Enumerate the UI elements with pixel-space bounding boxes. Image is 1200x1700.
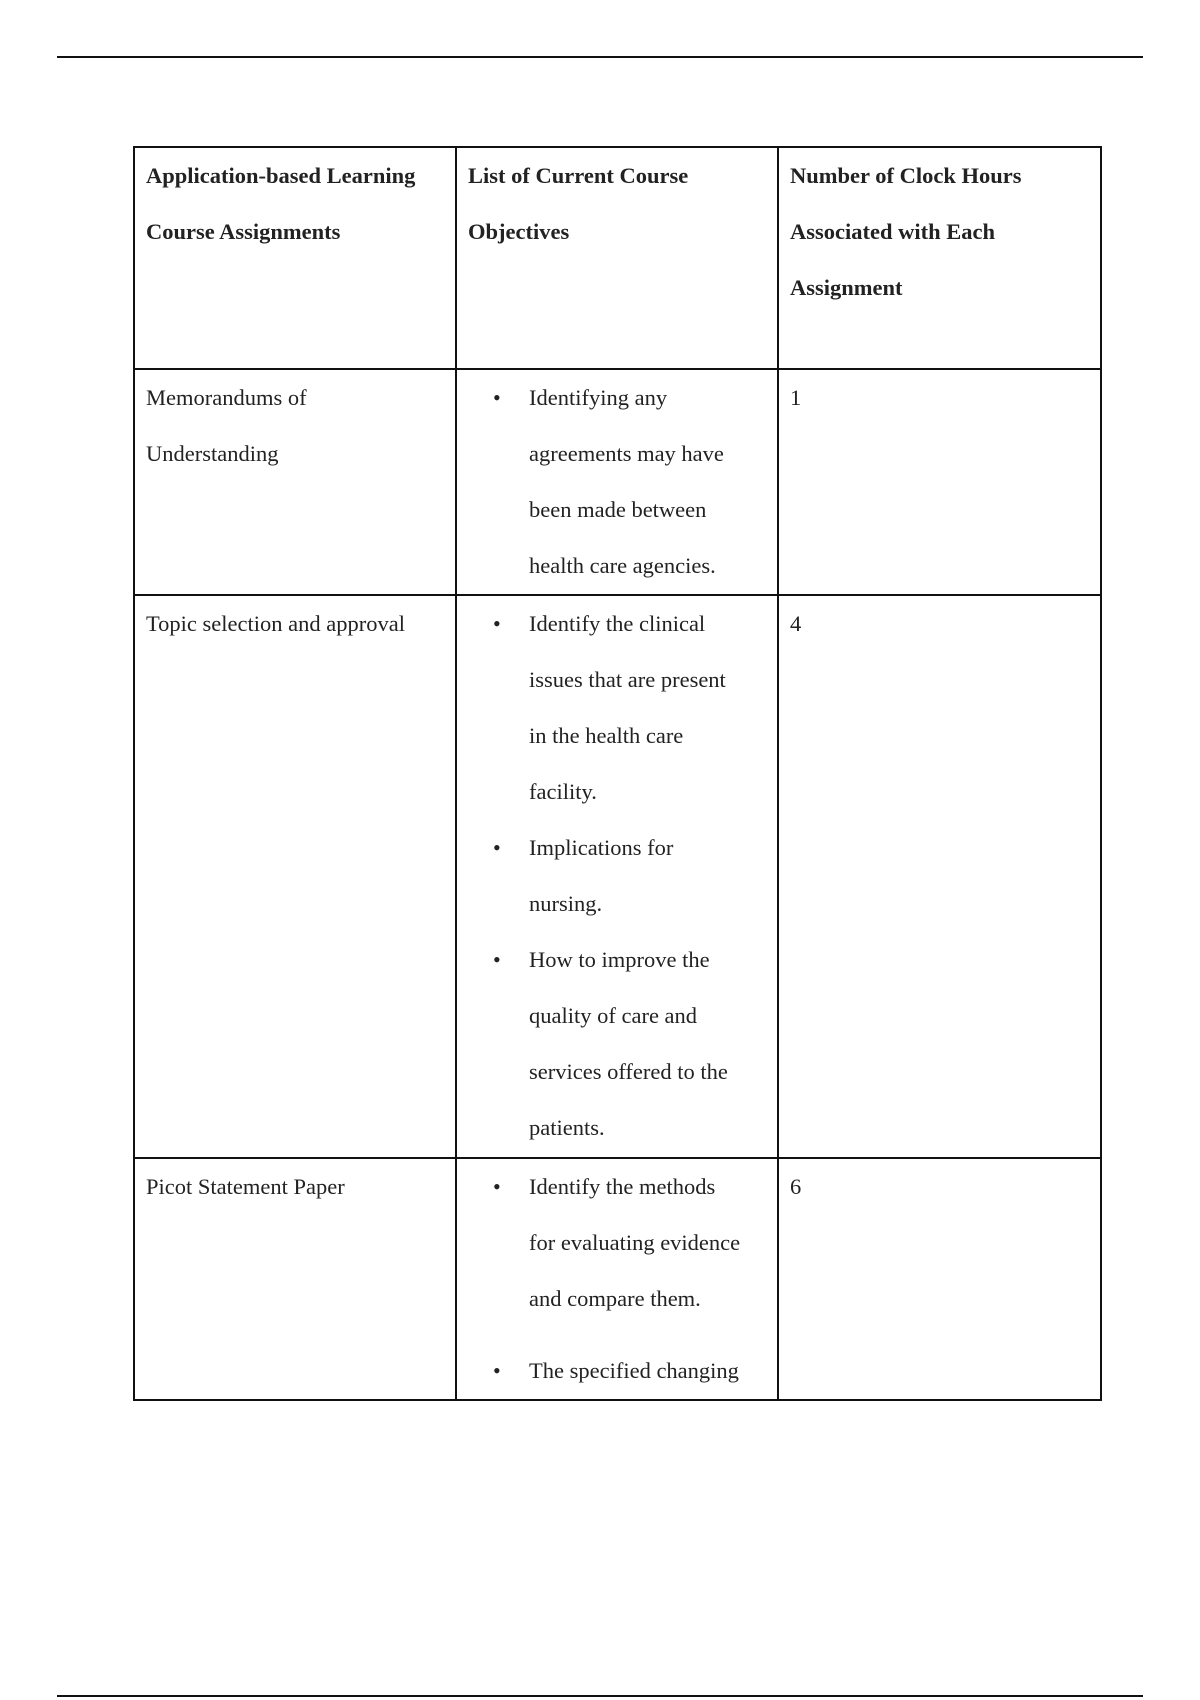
objective-line: facility.	[529, 779, 597, 804]
objective-line: • Identify the clinical	[529, 611, 706, 636]
objective-line: • Identify the methods	[529, 1174, 716, 1199]
objective-line: • How to improve the	[529, 947, 710, 972]
objective-line: services offered to the	[529, 1059, 728, 1084]
assignment-cell	[134, 369, 456, 595]
objective-line: • Implications for	[529, 835, 674, 860]
table-row	[134, 369, 1101, 595]
objective-item	[529, 370, 767, 594]
header-line: Course Assignments	[146, 219, 341, 244]
objective-line: been made between	[529, 497, 707, 522]
header-line: Assignment	[790, 275, 903, 300]
objective-line: and compare them.	[529, 1286, 701, 1311]
objective-item	[529, 1343, 767, 1399]
objective-line: agreements may have	[529, 441, 724, 466]
header-objectives	[456, 147, 778, 369]
table-row	[134, 595, 1101, 1158]
hours-cell: 4	[778, 595, 1101, 1158]
objectives-cell	[456, 595, 778, 1158]
assignment-line: Picot Statement Paper	[146, 1174, 345, 1199]
objectives-cell	[456, 1158, 778, 1400]
objectives-list	[468, 596, 767, 1156]
objective-item	[529, 932, 767, 1156]
assignment-line: Understanding	[146, 441, 279, 466]
objective-item	[529, 820, 767, 932]
table-row	[134, 1158, 1101, 1400]
objective-line: issues that are present	[529, 667, 726, 692]
objective-item	[529, 1159, 767, 1327]
objective-line: quality of care and	[529, 1003, 698, 1028]
assignment-cell	[134, 595, 456, 1158]
objective-line: for evaluating evidence	[529, 1230, 741, 1255]
header-assignments	[134, 147, 456, 369]
assignment-line: Memorandums of	[146, 385, 307, 410]
header-line: Application-based Learning	[146, 163, 416, 188]
header-line: Number of Clock Hours	[790, 163, 1022, 188]
hours-cell: 6	[778, 1158, 1101, 1400]
header-line: List of Current Course	[468, 163, 689, 188]
hours-cell: 1	[778, 369, 1101, 595]
objective-line: patients.	[529, 1115, 605, 1140]
header-line: Objectives	[468, 219, 570, 244]
top-rule	[57, 56, 1143, 58]
table-header-row	[134, 147, 1101, 369]
course-assignments-table	[133, 146, 1102, 1401]
objective-line: health care agencies.	[529, 553, 716, 578]
assignment-cell	[134, 1158, 456, 1400]
header-line: Associated with Each	[790, 219, 996, 244]
objective-line: nursing.	[529, 891, 603, 916]
objective-item	[529, 596, 767, 820]
objective-line: • The specified changing	[529, 1358, 739, 1383]
objectives-list	[468, 1159, 767, 1399]
header-clock-hours	[778, 147, 1101, 369]
objectives-list	[468, 370, 767, 594]
bottom-rule	[57, 1695, 1143, 1697]
objective-line: • Identifying any	[529, 385, 668, 410]
assignment-line: Topic selection and approval	[146, 611, 405, 636]
objective-line: in the health care	[529, 723, 684, 748]
objectives-cell	[456, 369, 778, 595]
